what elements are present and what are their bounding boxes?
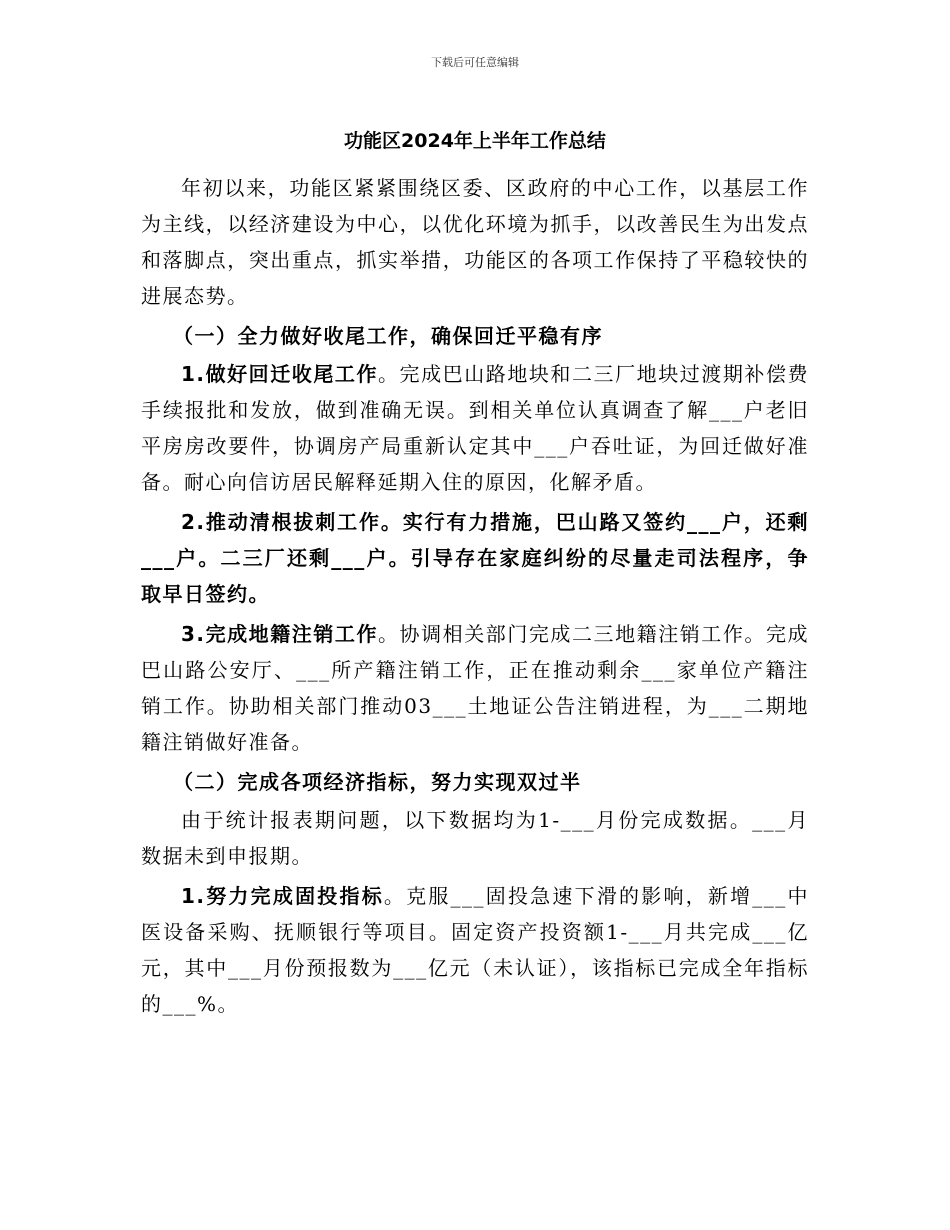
section-1-item-1-text: 。完成巴山路地块和二三厂地块过渡期补偿费手续报批和发放，做到准确无误。到相关单位认真调查了解___户老旧平房房改要件，协调房产局重新认定其中___户吞吐证，为回迁做好准备。耐心向信访居民解释延期入住的原因，化解矛盾。 (141, 362, 810, 494)
document-title: 功能区2024年上半年工作总结 (344, 130, 606, 152)
section-1-item-2: 2.推动清根拔刺工作。实行有力措施，巴山路又签约___户，还剩___户。二三厂还剩___户。引导存在家庭纠纷的尽量走司法程序，争取早日签约。 (141, 510, 809, 606)
section-1-item-1 (141, 356, 809, 500)
section-1-item-3-text: 。协调相关部门完成二三地籍注销工作。完成巴山路公安厅、___所产籍注销工作，正在推动剩余___家单位产籍注销工作。协助相关部门推动03___土地证公告注销进程，为___二期地籍注销做好准备。 (141, 622, 810, 754)
section-1-item-3-lead: 3.完成地籍注销工作 (181, 622, 378, 646)
header-note: 下载后可任意编辑 (431, 56, 519, 69)
section-2-item-1-text: 。克服___固投急速下滑的影响，新增___中医设备采购、抚顺银行等项目。固定资产投资额1-___月共完成___亿元，其中___月份预报数为___亿元（未认证），该指标已完成全年指标的___%。 (141, 884, 810, 1016)
intro-paragraph: 年初以来，功能区紧紧围绕区委、区政府的中心工作，以基层工作为主线，以经济建设为中心，以优化环境为抓手，以改善民生为出发点和落脚点，突出重点，抓实举措，功能区的各项工作保持了平稳较快的进展态势。 (141, 176, 809, 308)
section-1-item-3 (141, 616, 809, 760)
section-2-item-1 (141, 878, 809, 1022)
section-2-item-1-lead: 1.努力完成固投指标 (181, 884, 384, 908)
document-body (141, 170, 809, 1022)
section-1-heading: （一）全力做好收尾工作，确保回迁平稳有序 (173, 324, 603, 348)
section-2-note: 由于统计报表期问题，以下数据均为1-___月份完成数据。___月数据未到申报期。 (141, 808, 809, 868)
section-2-heading: （二）完成各项经济指标，努力实现双过半 (173, 770, 582, 794)
section-1-item-1-lead: 1.做好回迁收尾工作 (181, 362, 378, 386)
